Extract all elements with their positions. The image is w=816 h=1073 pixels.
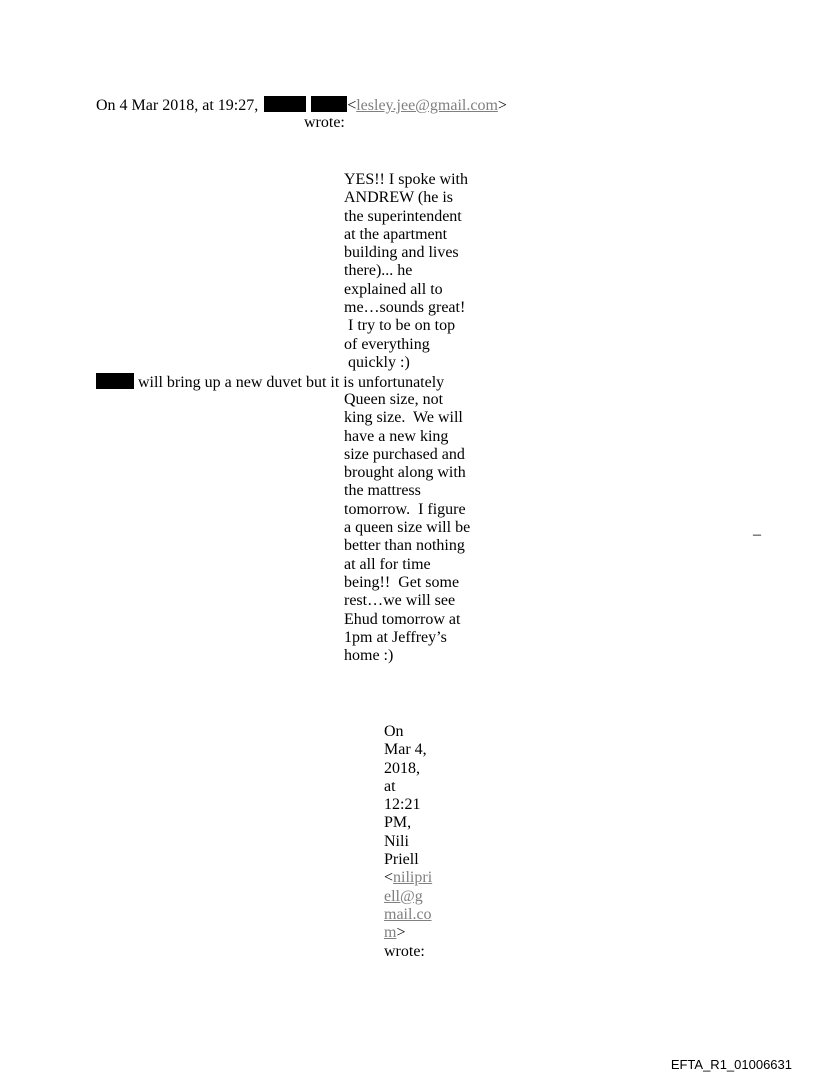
quoted-line: 2018, bbox=[384, 759, 420, 777]
message-line: tomorrow. I figure bbox=[344, 500, 466, 518]
message-line: size purchased and bbox=[344, 445, 465, 463]
email-open-bracket: < bbox=[384, 869, 394, 887]
quoted-email-link[interactable]: nilipri bbox=[393, 869, 433, 887]
message-line: king size. We will bbox=[344, 409, 463, 427]
message-line: at all for time bbox=[344, 555, 431, 573]
quoted-line: Priell bbox=[384, 851, 419, 869]
message-body-part2 bbox=[344, 391, 470, 665]
message-line: YES!! I spoke with bbox=[344, 171, 468, 188]
message-line: ANDREW (he is bbox=[344, 189, 454, 207]
message-line: of everything bbox=[344, 335, 430, 353]
redaction-block bbox=[264, 96, 306, 112]
message-line: being!! Get some bbox=[344, 573, 460, 591]
quoted-email-link[interactable]: mail.co bbox=[384, 905, 432, 923]
message-line: rest…we will see bbox=[344, 592, 456, 610]
quoted-line: 12:21 bbox=[384, 796, 421, 814]
header-date: On 4 Mar 2018, at 19:27, bbox=[96, 97, 259, 114]
quoted-email-link[interactable]: ell@g bbox=[384, 887, 423, 905]
sender-email-link[interactable]: lesley.jee@gmail.com bbox=[356, 97, 498, 114]
redaction-block bbox=[96, 373, 134, 389]
message-wide-line bbox=[96, 373, 444, 392]
quoted-line: PM, bbox=[384, 814, 412, 832]
header-line bbox=[96, 96, 507, 115]
message-line: better than nothing bbox=[344, 537, 465, 555]
quoted-line: Mar 4, bbox=[384, 741, 427, 759]
quoted-line: Nili bbox=[384, 832, 409, 850]
message-line: the mattress bbox=[344, 482, 421, 500]
header-wrote: wrote: bbox=[304, 114, 345, 131]
quoted-line: On bbox=[384, 723, 404, 740]
quoted-email-link[interactable]: m bbox=[384, 924, 397, 942]
dash-mark: – bbox=[753, 526, 761, 543]
message-line: 1pm at Jeffrey’s bbox=[344, 628, 447, 646]
email-close-bracket: > bbox=[396, 924, 406, 942]
message-line: explained all to bbox=[344, 280, 443, 298]
message-line: the superintendent bbox=[344, 207, 462, 225]
message-line: at the apartment bbox=[344, 225, 448, 243]
email-close-bracket: > bbox=[497, 97, 507, 114]
quoted-email-line bbox=[384, 869, 432, 887]
message-line: me…sounds great! bbox=[344, 299, 466, 317]
email-open-bracket: < bbox=[347, 97, 357, 114]
message-line: brought along with bbox=[344, 464, 466, 482]
message-line: there)... he bbox=[344, 262, 413, 280]
quoted-wrote: wrote: bbox=[384, 942, 425, 960]
message-body-part1 bbox=[344, 171, 468, 372]
message-line: quickly :) bbox=[344, 353, 410, 371]
quoted-line: at bbox=[384, 777, 396, 795]
message-line: home :) bbox=[344, 647, 394, 665]
document-id: EFTA_R1_01006631 bbox=[670, 1057, 792, 1072]
message-wide-text: will bring up a new duvet but it is unfortunately bbox=[138, 374, 445, 391]
message-line: have a new king bbox=[344, 427, 449, 445]
message-line: building and lives bbox=[344, 244, 459, 262]
message-line: Queen size, not bbox=[344, 391, 444, 408]
message-line: I try to be on top bbox=[344, 317, 456, 335]
redaction-block bbox=[311, 96, 347, 112]
message-line: a queen size will be bbox=[344, 519, 471, 537]
message-line: Ehud tomorrow at bbox=[344, 610, 461, 628]
quoted-header bbox=[384, 723, 432, 961]
